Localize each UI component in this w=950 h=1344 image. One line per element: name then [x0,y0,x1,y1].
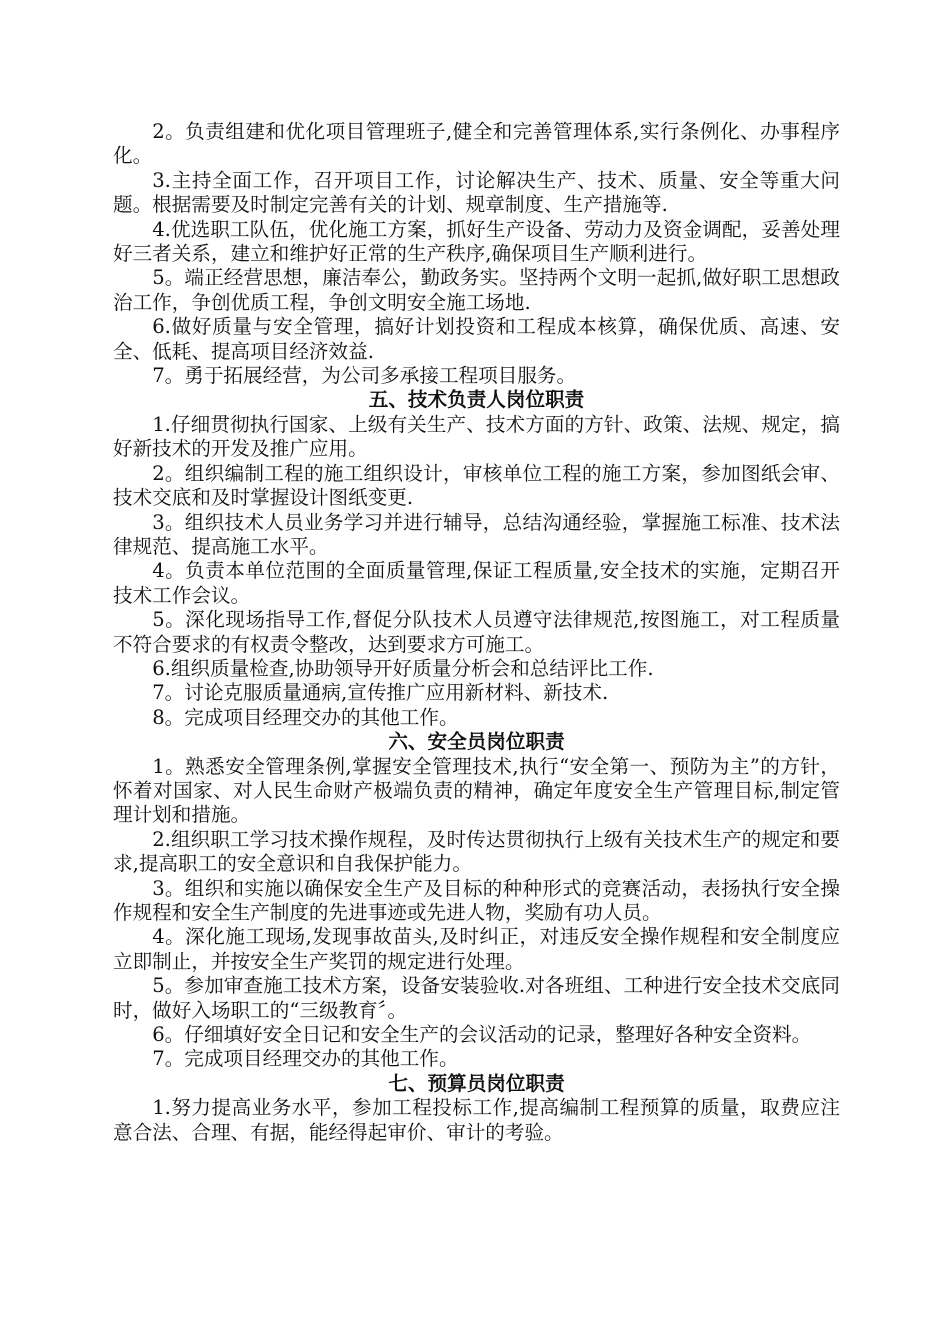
paragraph: 8。完成项目经理交办的其他工作。 [152,705,459,729]
paragraph: 4。负责本单位范围的全面质量管理,保证工程质量,安全技术的实施，定期召开技术工作会议。 [113,559,840,607]
document-page [113,120,840,1145]
section-heading-tech-lead: 五、技术负责人岗位职责 [368,388,585,412]
paragraph: 5。端正经营思想，廉洁奉公，勤政务实。坚持两个文明一起抓,做好职工思想政治工作，争创优质工程，争创文明安全施工场地. [113,266,840,314]
paragraph: 3。组织技术人员业务学习并进行辅导，总结沟通经验，掌握施工标准、技术法律规范、提高施工水平。 [113,510,840,558]
paragraph: 1.努力提高业务水平，参加工程投标工作,提高编制工程预算的质量，取费应注意合法、合理、有据，能经得起审价、审计的考验。 [113,1096,840,1144]
paragraph: 6.组织质量检查,协助领导开好质量分析会和总结评比工作. [152,656,654,680]
paragraph: 5。深化现场指导工作,督促分队技术人员遵守法律规范,按图施工，对工程质量不符合要求的有权责令整改，达到要求方可施工。 [113,608,840,656]
paragraph: 1。熟悉安全管理条例,掌握安全管理技术,执行“安全第一、预防为主”的方针，怀着对国家、对人民生命财产极端负责的精神，确定年度安全生产管理目标,制定管理计划和措施。 [113,754,840,827]
paragraph: 6。仔细填好安全日记和安全生产的会议活动的记录，整理好各种安全资料。 [152,1023,812,1047]
paragraph: 1.仔细贯彻执行国家、上级有关生产、技术方面的方针、政策、法规、规定，搞好新技术的开发及推广应用。 [113,412,840,461]
paragraph: 3。组织和实施以确保安全生产及目标的种种形式的竞赛活动，表扬执行安全操作规程和安全生产制度的先进事迹或先进人物，奖励有功人员。 [113,876,840,924]
paragraph: 2.组织职工学习技术操作规程，及时传达贯彻执行上级有关技术生产的规定和要求,提高职工的安全意识和自我保护能力。 [113,827,840,876]
paragraph: 7。勇于拓展经营，为公司多承接工程项目服务。 [152,364,577,388]
paragraph: 3.主持全面工作，召开项目工作，讨论解决生产、技术、质量、安全等重大问题。根据需要及时制定完善有关的计划、规章制度、生产措施等. [113,168,840,217]
paragraph: 7。完成项目经理交办的其他工作。 [152,1047,459,1071]
paragraph: 5。参加审查施工技术方案，设备安装验收.对各班组、工种进行安全技术交底同时，做好入场职工的“三级教育〞。 [113,974,840,1022]
section-heading-safety-officer: 六、安全员岗位职责 [388,730,565,754]
paragraph: 4.优选职工队伍，优化施工方案，抓好生产设备、劳动力及资金调配，妥善处理好三者关系，建立和维护好正常的生产秩序,确保项目生产顺利进行。 [113,217,840,266]
paragraph: 7。讨论克服质量通病,宣传推广应用新材料、新技术. [152,681,609,705]
paragraph: 2。负责组建和优化项目管理班子,健全和完善管理体系,实行条例化、办事程序化。 [113,120,840,168]
paragraph: 6.做好质量与安全管理，搞好计划投资和工程成本核算，确保优质、高速、安全、低耗、提高项目经济效益. [113,315,840,363]
section-heading-budget-officer: 七、预算员岗位职责 [388,1071,565,1095]
paragraph: 2。组织编制工程的施工组织设计，审核单位工程的施工方案，参加图纸会审、技术交底和及时掌握设计图纸变更. [113,461,840,510]
paragraph: 4。深化施工现场,发现事故苗头,及时纠正，对违反安全操作规程和安全制度应立即制止，并按安全生产奖罚的规定进行处理。 [113,925,840,973]
